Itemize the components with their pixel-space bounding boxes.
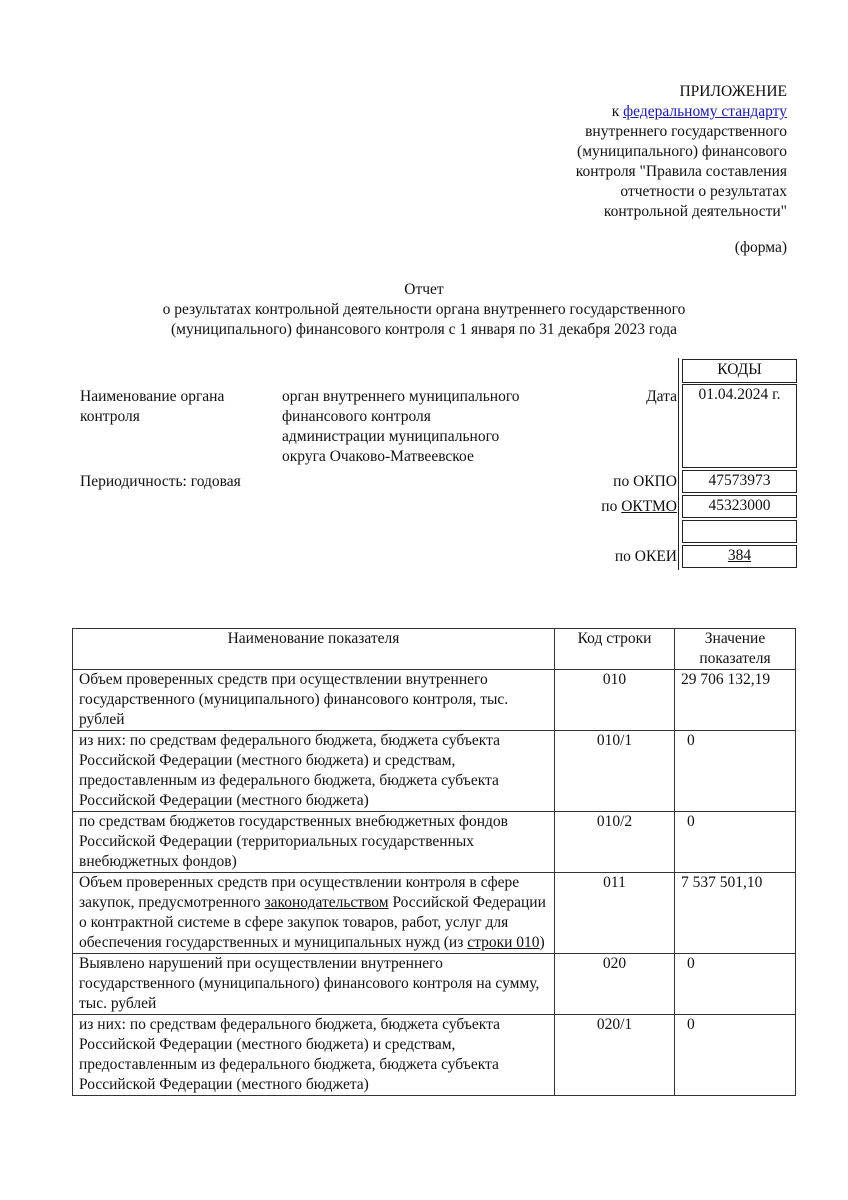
okei-label: по ОКЕИ <box>614 548 677 565</box>
indicators-table <box>72 628 796 1096</box>
date-value: 01.04.2024 г. <box>698 386 781 403</box>
appendix-line: контрольной деятельности" <box>603 203 787 220</box>
table-row <box>73 873 796 954</box>
oktmo-label <box>560 497 677 517</box>
org-name-line: администрации муниципального <box>282 428 500 445</box>
column-header-code: Код строки <box>555 629 675 670</box>
legislation-link[interactable]: законодательством <box>264 894 389 911</box>
oktmo-value: 45323000 <box>708 497 771 514</box>
empty-code-box <box>682 520 797 543</box>
column-header-name: Наименование показателя <box>73 629 555 670</box>
appendix-line: контроля "Правила составления <box>575 163 787 180</box>
appendix-title: ПРИЛОЖЕНИЕ <box>679 83 787 100</box>
appendix-line: отчетности о результатах <box>620 183 787 200</box>
org-name-line: округа Очаково-Матвеевское <box>282 448 474 465</box>
report-subtitle-line-1: о результатах контрольной деятельности органа внутреннего государственного <box>162 301 686 318</box>
row-name: по средствам бюджетов государственных внебюджетных фондов Российской Федерации (территориальных государственных внебюджетных фондов) <box>73 812 555 873</box>
codes-header: КОДЫ <box>682 359 797 383</box>
report-title-block <box>0 280 848 340</box>
org-label-line: Наименование органа <box>80 388 225 405</box>
oktmo-prefix: по <box>601 498 622 515</box>
row-value: 0 <box>675 954 796 1015</box>
okpo-value: 47573973 <box>708 472 771 489</box>
org-name <box>282 387 582 467</box>
row-value: 0 <box>675 731 796 812</box>
report-title: Отчет <box>404 281 444 298</box>
okei-value[interactable]: 384 <box>727 547 752 564</box>
okpo-label: по ОКПО <box>613 473 677 490</box>
row-name-part: ) <box>539 934 545 951</box>
codes-column-divider <box>678 358 679 570</box>
oktmo-code-box <box>682 495 797 518</box>
row-name: Объем проверенных средств при осуществлении внутреннего государственного (муниципального) финансового контроля, тыс. рублей <box>73 670 555 731</box>
row-name: из них: по средствам федерального бюджета, бюджета субъекта Российской Федерации (местного бюджета) и средствам, предоставленным из федерального бюджета, бюджета субъекта Российской Федерации (местного бюджета) <box>73 1015 555 1096</box>
row-code: 020/1 <box>555 1015 675 1096</box>
table-row <box>73 1015 796 1096</box>
row-code: 010/2 <box>555 812 675 873</box>
okpo-code-box <box>682 470 797 493</box>
table-row <box>73 670 796 731</box>
okei-code-box <box>682 545 797 568</box>
row-value: 29 706 132,19 <box>675 670 796 731</box>
row-code: 020 <box>555 954 675 1015</box>
table-row <box>73 731 796 812</box>
column-header-value: Значение показателя <box>675 629 796 670</box>
appendix-block <box>487 82 787 222</box>
appendix-line: внутреннего государственного <box>585 123 787 140</box>
org-label <box>80 387 280 427</box>
report-subtitle-line-2: (муниципального) финансового контроля с 1 января по 31 декабря 2023 года <box>171 321 677 338</box>
row-name-part: Объем проверенных средств при осуществлении контроля в сфере закупок, предусмотренного <box>79 874 520 911</box>
org-name-line: орган внутреннего муниципального <box>282 388 520 405</box>
date-label: Дата <box>646 388 677 405</box>
federal-standard-link[interactable]: федеральному стандарту <box>623 103 787 120</box>
row-name: из них: по средствам федерального бюджета, бюджета субъекта Российской Федерации (местного бюджета) и средствам, предоставленным из федерального бюджета, бюджета субъекта Российской Федерации (местного бюджета) <box>73 731 555 812</box>
org-label-line: контроля <box>80 408 140 425</box>
row-value: 0 <box>675 812 796 873</box>
periodicity-label: Периодичность: годовая <box>80 473 241 490</box>
row-code: 010 <box>555 670 675 731</box>
appendix-prefix: к <box>611 103 624 120</box>
line-010-link[interactable]: строки 010 <box>467 934 540 951</box>
table-row <box>73 812 796 873</box>
row-code: 011 <box>555 873 675 954</box>
appendix-line: (муниципального) финансового <box>577 143 787 160</box>
row-name-part: Российской Федерации о контрактной системе в сфере закупок товаров, работ, услуг для обеспечения государственных и муниципальных нужд (из <box>79 894 546 951</box>
row-name: Выявлено нарушений при осуществлении внутреннего государственного (муниципального) финансового контроля на сумму, тыс. рублей <box>73 954 555 1015</box>
row-name <box>73 873 555 954</box>
table-row <box>73 954 796 1015</box>
oktmo-link[interactable]: ОКТМО <box>621 498 677 515</box>
row-code: 010/1 <box>555 731 675 812</box>
org-name-line: финансового контроля <box>282 408 431 425</box>
table-header-row <box>73 629 796 670</box>
appendix-standard-line <box>487 102 787 122</box>
row-value: 7 537 501,10 <box>675 873 796 954</box>
row-value: 0 <box>675 1015 796 1096</box>
form-label: (форма) <box>734 239 787 256</box>
date-code-box <box>682 384 797 468</box>
